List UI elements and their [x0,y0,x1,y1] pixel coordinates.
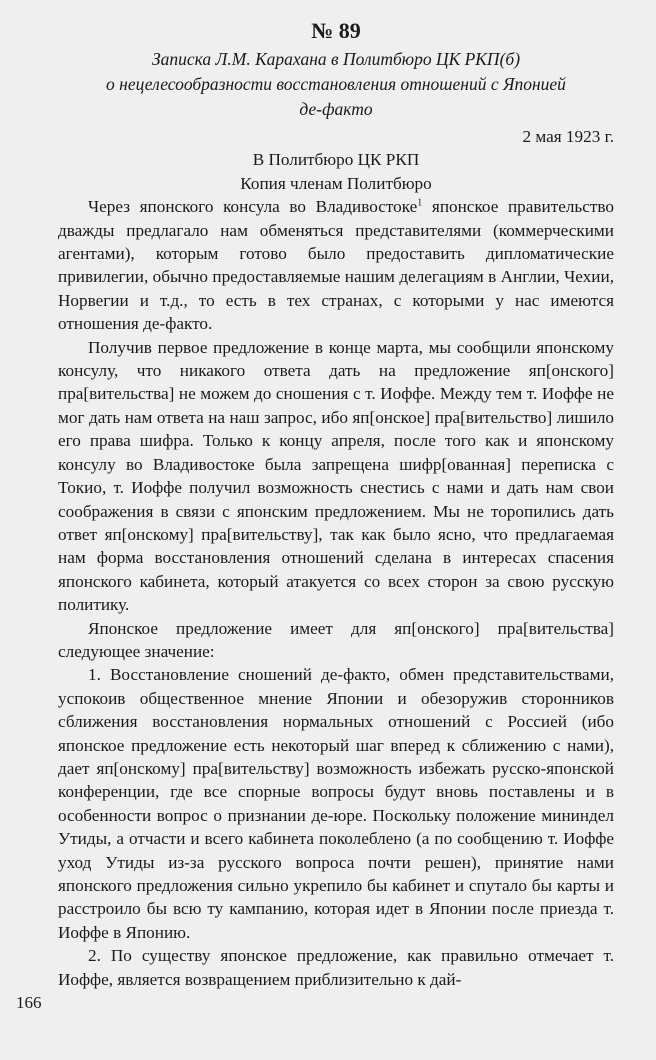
body-paragraph: 1. Восстановление сношений де-факто, обмен представительствами, успокоив общественное мнение Японии и обезоружив сторонников сближения восстановления нормальных отношений с Россией (ибо японское предложение есть некоторый шаг вперед к сближению с нами), дает яп[онскому] пра[вительству] возможность избежать русско-японской конференции, где все спорные вопросы будут вновь поставлены и в особенности вопрос о признании де-юре. Поскольку положение мининдел Утиды, а отчасти и всего кабинета поколеблено (а по сообщению т. Иоффе уход Утиды из-за русского вопроса почти решен), принятие нами японского предложения сильно укрепило бы кабинет и спутало бы карты и расстроило бы всю ту кампанию, которая идет в Японии после приезда т. Иоффе в Японию. [58,665,614,942]
document-title-line: о нецелесообразности восстановления отношений с Японией [106,74,566,94]
body-paragraph: Получив первое предложение в конце марта, мы сообщили японскому консулу, что никакого ответа дать на предложение яп[онского] пра[вительства] не можем до сношения с т. Иоффе. Между тем т. Иоффе не мог дать нам ответа на наш запрос, ибо яп[онское] пра[вительство] лишило его права шифра. Только к концу апреля, после того как и японскому консулу во Владивостоке была запрещена шифр[ованная] переписка с Токио, т. Иоффе получил возможность снестись с нами и дать нам свои соображения в связи с японским предложением. Мы не торопились дать ответ яп[онскому] пра[вительству], так как было ясно, что предлагаемая нам форма восстановления отношений сделана в интересах спасения японского кабинета, который атакуется со всех сторон за свою русскую политику. [58,337,614,615]
addressee-block [58,148,614,195]
document-number: № 89 [311,18,361,43]
document-title [58,48,614,121]
document-title-line: Записка Л.М. Карахана в Политбюро ЦК РКП(б) [151,49,521,69]
document-text-column [58,18,614,991]
body-paragraph: 2. По существу японское предложение, как правильно отмечает т. Иоффе, является возвращением приблизительно к дай- [58,946,614,989]
paragraph-text: японское правительство дважды предлагало нам обменяться представителями (коммерческими агентами), которым готово было предоставить дипломатические привилегии, обычно предоставляемые нашим делегациям в Англии, Чехии, Норвегии и т.д., то есть в тех странах, с которыми у нас имеются отношения де-факто. [58,197,614,334]
addressee-line: В Политбюро ЦК РКП [252,150,420,170]
document-date: 2 мая 1923 г. [522,127,614,146]
footnote-reference: 1 [417,197,423,209]
page-number: 166 [16,993,42,1012]
body-paragraph [58,195,614,335]
body-paragraph: Японское предложение имеет для яп[онского] пра[вительства] следующее значение: [58,618,614,661]
document-title-line: де-факто [299,99,373,119]
addressee-line: Копия членам Политбюро [240,173,432,193]
paragraph-text: Через японского консула во Владивостоке [88,197,418,217]
